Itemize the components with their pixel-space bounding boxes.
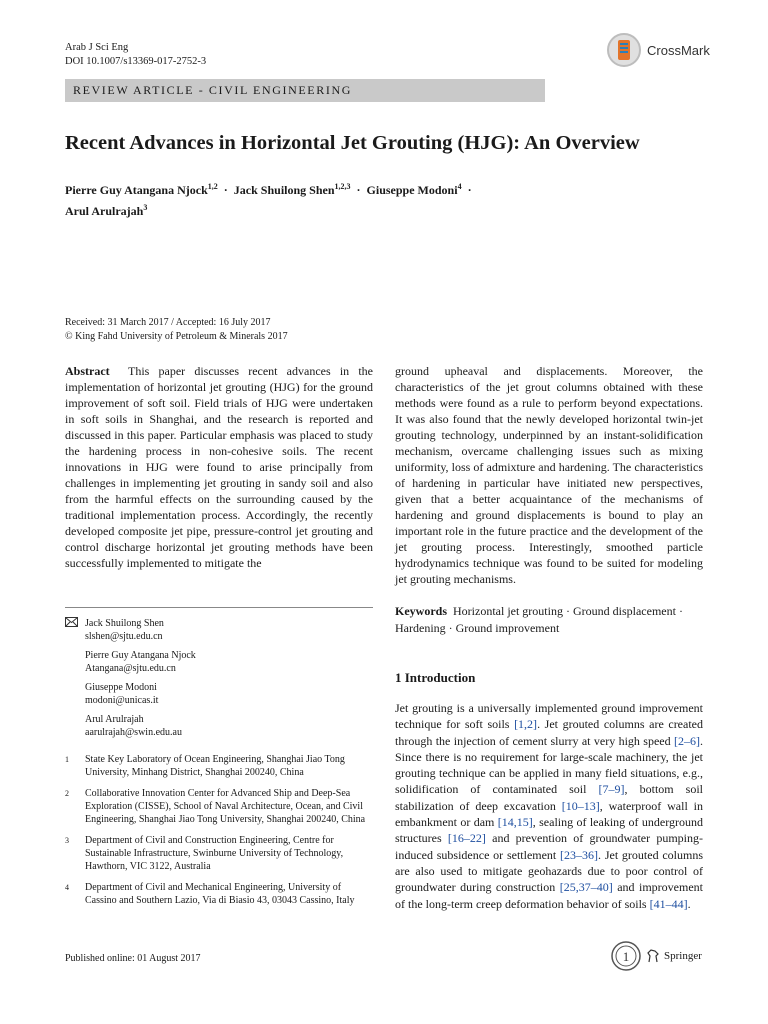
author-name[interactable]: Pierre Guy Atangana Njock bbox=[65, 183, 208, 197]
author-separator: · bbox=[223, 183, 228, 197]
contact-email[interactable]: aarulrajah@swin.edu.au bbox=[85, 727, 182, 738]
journal-name: Arab J Sci Eng bbox=[65, 42, 129, 53]
envelope-icon bbox=[65, 617, 79, 627]
citation-link[interactable]: [25,37–40] bbox=[559, 880, 613, 895]
abstract-left bbox=[65, 363, 373, 571]
affiliation bbox=[65, 787, 373, 826]
affiliation bbox=[65, 834, 373, 873]
intro-text: , bottom soil stabilization of deep excavation bbox=[395, 782, 704, 813]
article-type-banner: REVIEW ARTICLE - CIVIL ENGINEERING bbox=[65, 79, 545, 102]
publisher-name: Springer bbox=[664, 950, 702, 962]
divider bbox=[65, 607, 373, 608]
intro-text: . bbox=[687, 896, 691, 911]
citation-link[interactable]: [23–36] bbox=[560, 847, 599, 862]
citation-link[interactable]: [7–9] bbox=[598, 782, 625, 797]
contact-item bbox=[85, 713, 373, 739]
intro-text: , waterproof wall in embankment or dam bbox=[395, 798, 703, 830]
received-line: Received: 31 March 2017 / Accepted: 16 July 2017 bbox=[65, 317, 271, 328]
affiliation-text: Collaborative Innovation Center for Advanced Ship and Deep-Sea Exploration (CISSE), School of Naval Architecture, Ocean, and Civil Engineering, Shanghai Jiao Tong University, Shanghai 200240, China bbox=[85, 788, 366, 825]
corresponding-author bbox=[65, 617, 373, 643]
contact-item bbox=[85, 649, 373, 675]
contact-item bbox=[85, 681, 373, 707]
intro-text: . Jet grouted columns are also used to mitigate geohazards due to poor control of groundwater during construction bbox=[395, 847, 704, 895]
publisher-logo bbox=[610, 940, 702, 972]
paper-title: Recent Advances in Horizontal Jet Grouting (HJG): An Overview bbox=[65, 132, 640, 154]
affiliation-number: 1 bbox=[65, 755, 69, 764]
contact-name: Jack Shuilong Shen bbox=[85, 618, 164, 629]
contact-email[interactable]: Atangana@sjtu.edu.cn bbox=[85, 663, 176, 674]
doi[interactable]: DOI 10.1007/s13369-017-2752-3 bbox=[65, 56, 207, 67]
contact-name: Arul Arulrajah bbox=[85, 714, 144, 725]
section-heading: 1 Introduction bbox=[395, 670, 476, 685]
svg-text:1: 1 bbox=[622, 949, 630, 964]
author-name[interactable]: Jack Shuilong Shen bbox=[233, 183, 335, 197]
citation-link[interactable]: [14,15] bbox=[497, 815, 533, 830]
keywords-text: Horizontal jet grouting · Ground displacement · Hardening · Ground improvement bbox=[395, 604, 683, 635]
affiliation-text: State Key Laboratory of Ocean Engineering, Shanghai Jiao Tong University, Minhang District, Shanghai 200240, China bbox=[85, 754, 345, 778]
springer-horse-icon bbox=[646, 948, 660, 964]
keywords-label: Keywords bbox=[395, 604, 447, 618]
citation-link[interactable]: [1,2] bbox=[514, 717, 538, 732]
abstract-text: This paper discusses recent advances in the implementation of horizontal jet grouting (HJG) for the ground improvement of soft soil. Field trials of HJG were undertaken in soft soils in Shanghai, and the research is reported and discussed in this paper. Particular emphasis was placed to study the hardening process in non-cohesive soils. The recent innovations in HJG were found to arise principally from challenges in implementing jet grouting in sandy soil and also from the harmful effects on the surrounding caused by the traditional implementation process. Accordingly, the recently developed composite jet pipe, pressure-control jet grouting and control discharge horizontal jet grouting methods have been successfully implemented to mitigate the bbox=[65, 364, 373, 570]
author-name[interactable]: Arul Arulrajah bbox=[65, 204, 144, 218]
intro-text: . Since there is no requirement for large-scale machinery, the jet grouting technique can be applied in many field situations, e.g., solidification of contaminated soil bbox=[395, 733, 703, 797]
author-affil-ref: 1,2,3 bbox=[334, 182, 351, 191]
author-name[interactable]: Giuseppe Modoni bbox=[366, 183, 458, 197]
crossmark-label: CrossMark bbox=[647, 42, 710, 58]
citation-link[interactable]: [2–6] bbox=[674, 733, 700, 748]
keywords bbox=[395, 603, 705, 637]
intro-text: . Jet grouted columns are created through the injection of cement slurry at very high speed bbox=[395, 717, 703, 748]
citation-link[interactable]: [16–22] bbox=[447, 831, 486, 846]
affiliation-number: 3 bbox=[65, 836, 69, 845]
crossmark-badge[interactable] bbox=[606, 32, 710, 68]
affiliation-number: 2 bbox=[65, 789, 69, 798]
introduction-paragraph bbox=[395, 700, 703, 912]
received-dates bbox=[65, 316, 288, 344]
affiliation-text: Department of Civil and Mechanical Engineering, University of Cassino and Southern Lazio, Via di Biasio 43, 03043 Cassino, Italy bbox=[85, 882, 355, 906]
springer-circle-icon bbox=[610, 940, 642, 972]
affiliation bbox=[65, 881, 373, 907]
author-affil-ref: 3 bbox=[143, 203, 148, 212]
author-affil-ref: 4 bbox=[457, 182, 462, 191]
crossmark-icon bbox=[606, 32, 642, 68]
abstract-right: ground upheaval and displacements. Moreover, the characteristics of the jet grout columns obtained with these methods were found as a rule to perform beyond expectations. It was also found that the newly developed horizontal twin-jet grouting technology, underpinned by an instant-solidification mechanism, overcame challenging issues such as mixing uniformity, loss of admixture and hardening. The characteristics of hardening in particular have initiated new perspectives, given that a better acquaintance of the mechanisms of hardening and ground displacements is bound to play an important role in the future practice and the development of the jet grouting process. Interestingly, smoothed particle hydrodynamics technique was found to be suited for modeling jet grouting mechanisms. bbox=[395, 364, 703, 586]
contact-block bbox=[65, 617, 373, 915]
author-list bbox=[65, 178, 705, 220]
contact-email[interactable]: modoni@unicas.it bbox=[85, 695, 159, 706]
intro-text: and prevention of groundwater pumping-induced subsidence or settlement bbox=[395, 831, 703, 862]
intro-text: and improvement of the long-term creep deformation behavior of soils bbox=[395, 880, 704, 911]
author-separator: · bbox=[467, 183, 472, 197]
author-affil-ref: 1,2 bbox=[207, 182, 218, 191]
affiliation bbox=[65, 753, 373, 779]
author-separator: · bbox=[356, 183, 361, 197]
affiliation-number: 4 bbox=[65, 883, 69, 892]
affiliation-text: Department of Civil and Construction Engineering, Centre for Sustainable Infrastructure, Swinburne University of Technology, Hawthorn, VIC 3122, Australia bbox=[85, 835, 344, 872]
contact-name: Giuseppe Modoni bbox=[85, 682, 157, 693]
intro-text: , sealing of leaking of underground structures bbox=[395, 815, 703, 846]
abstract-label: Abstract bbox=[65, 364, 110, 378]
contact-email[interactable]: slshen@sjtu.edu.cn bbox=[85, 631, 163, 642]
published-date: Published online: 01 August 2017 bbox=[65, 953, 201, 964]
citation-link[interactable]: [41–44] bbox=[649, 896, 688, 911]
intro-text: Jet grouting is a universally implemented ground improvement technique for soft soils bbox=[395, 701, 703, 732]
contact-name: Pierre Guy Atangana Njock bbox=[85, 650, 196, 661]
copyright-line: © King Fahd University of Petroleum & Minerals 2017 bbox=[65, 331, 288, 342]
citation-link[interactable]: [10–13] bbox=[561, 798, 600, 813]
journal-header bbox=[65, 41, 206, 69]
